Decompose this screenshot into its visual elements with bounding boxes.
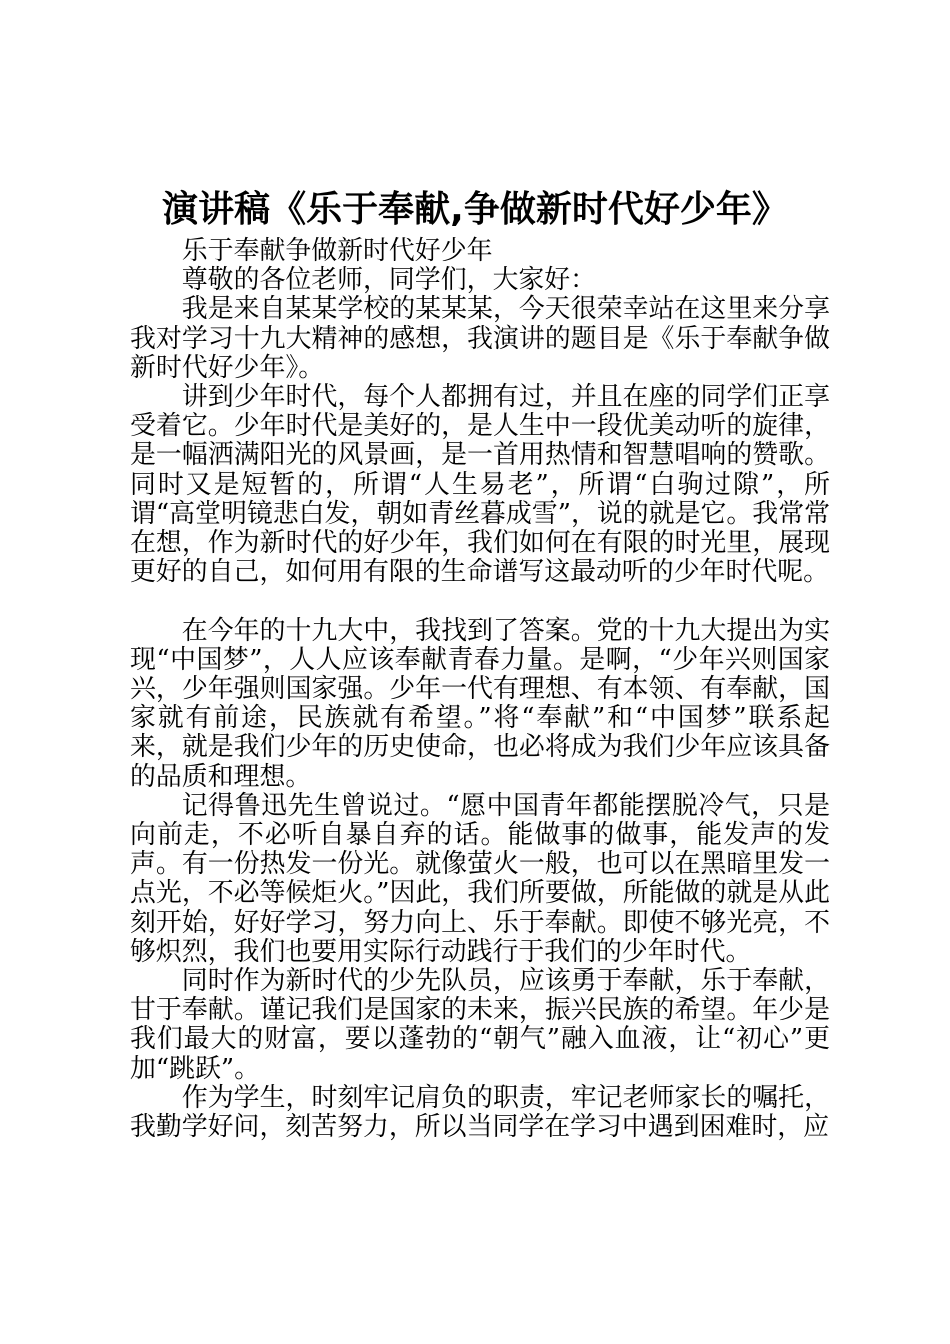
paragraph-subtitle: 乐于奉献争做新时代好少年	[181, 236, 493, 266]
paragraph: 在今年的十九大中，我找到了答案。党的十九大提出为实现“中国梦”，人人应该奉献青春力量。是啊，“少年兴则国家兴，少年强则国家强。少年一代有理想、有本领、有奉献，国家就有前途，民族就有希望。”将“奉献”和“中国梦”联系起来，就是我们少年的历史使命，也必将成为我们少年应该具备的品质和理想。	[130, 615, 830, 792]
document-body	[130, 237, 830, 1142]
document-title: 演讲稿《乐于奉献,争做新时代好少年》	[162, 189, 788, 230]
paragraph: 作为学生，时刻牢记肩负的职责，牢记老师家长的嘱托，我勤学好问，刻苦努力，所以当同学在学习中遇到困难时，应	[130, 1082, 830, 1143]
paragraph: 同时作为新时代的少先队员，应该勇于奉献，乐于奉献，甘于奉献。谨记我们是国家的未来，振兴民族的希望。年少是我们最大的财富，要以蓬勃的“朝气”融入血液，让“初心”更加“跳跃”。	[130, 966, 830, 1084]
paragraph-greeting: 尊敬的各位老师，同学们，大家好：	[181, 265, 597, 296]
paragraph: 讲到少年时代，每个人都拥有过，并且在座的同学们正享受着它。少年时代是美好的，是人生中一段优美动听的旋律，是一幅洒满阳光的风景画，是一首用热情和智慧唱响的赞歌。同时又是短暂的，所谓“人生易老”，所谓“白驹过隙”，所谓“高堂明镜悲白发，朝如青丝暮成雪”，说的就是它。我常常在想，作为新时代的好少年，我们如何在有限的时光里，展现更好的自己，如何用有限的生命谱写这最动听的少年时代呢。	[130, 382, 830, 588]
paragraph: 记得鲁迅先生曾说过。“愿中国青年都能摆脱冷气，只是向前走，不必听自暴自弃的话。能做事的做事，能发声的发声。有一份热发一份光。就像萤火一般，也可以在黑暗里发一点光，不必等候炬火。”因此，我们所要做，所能做的就是从此刻开始，好好学习，努力向上、乐于奉献。即使不够光亮，不够炽烈，我们也要用实际行动践行于我们的少年时代。	[130, 790, 830, 967]
paragraph: 我是来自某某学校的某某某，今天很荣幸站在这里来分享我对学习十九大精神的感想，我演讲的题目是《乐于奉献争做新时代好少年》。	[130, 294, 830, 383]
